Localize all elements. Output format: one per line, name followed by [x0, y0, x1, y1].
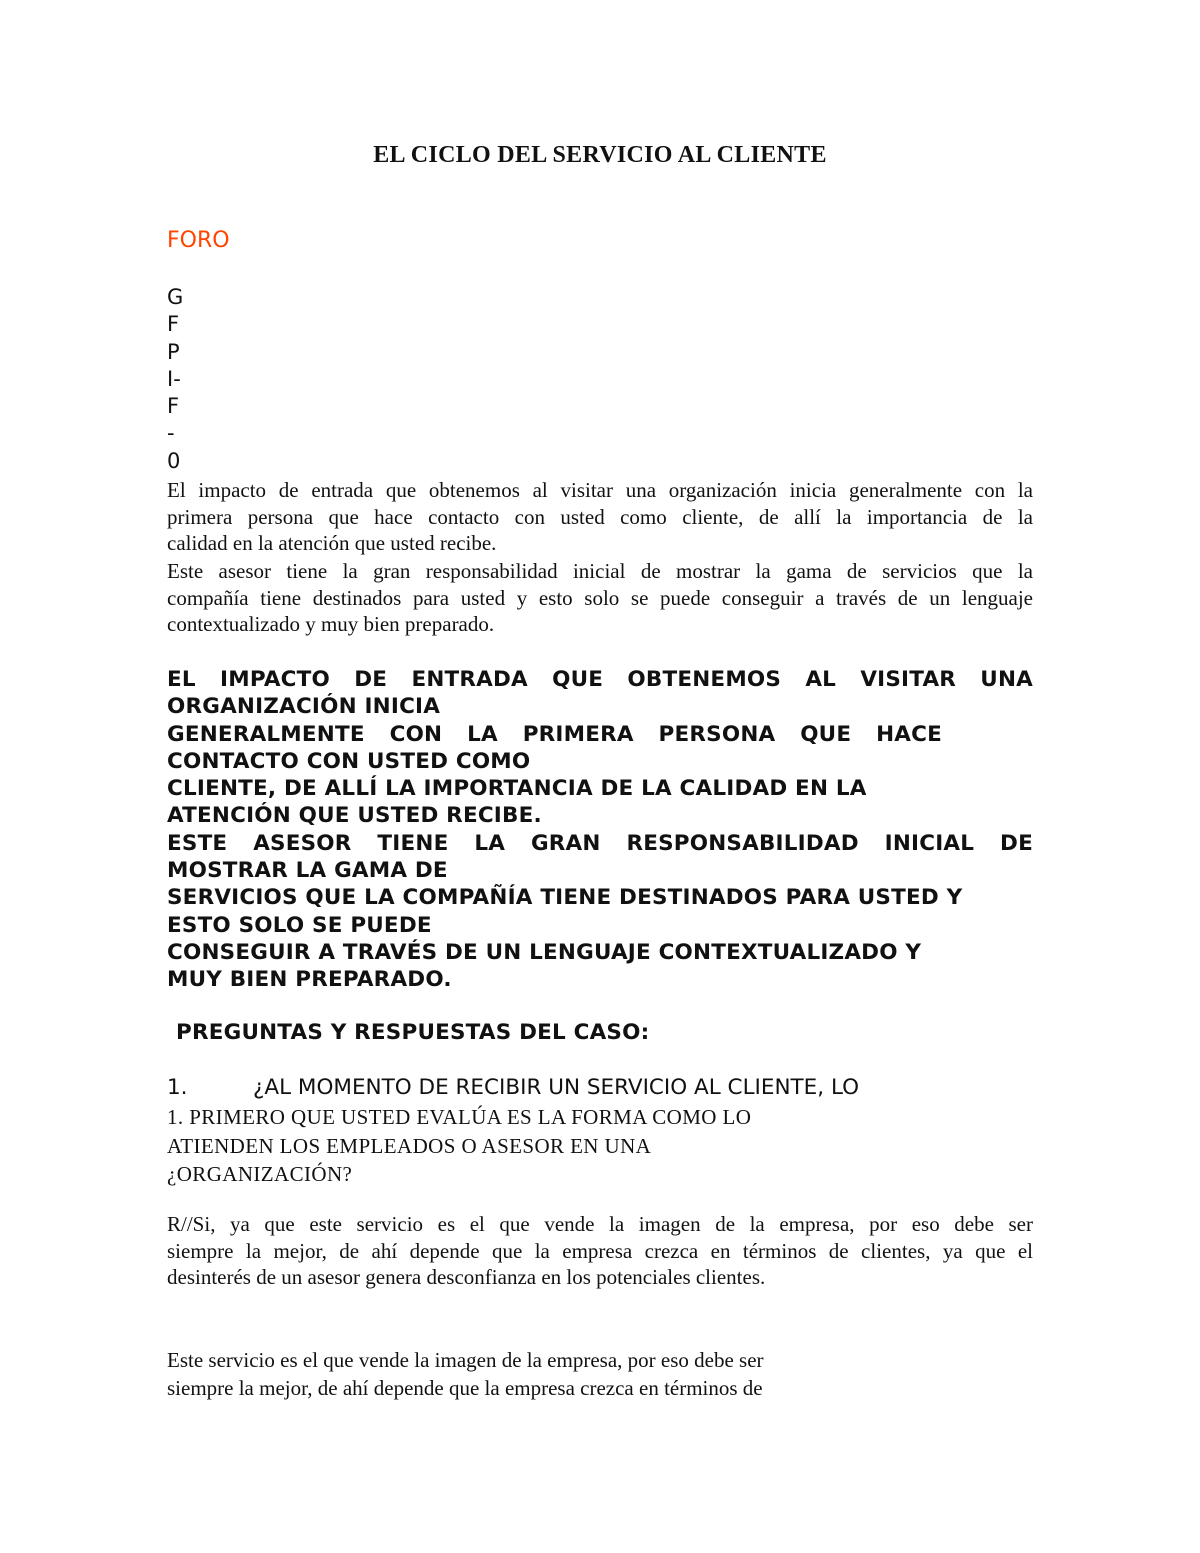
caps-line: CONTACTO CON USTED COMO	[167, 748, 531, 774]
questions-subheading: PREGUNTAS Y RESPUESTAS DEL CASO:	[176, 1020, 650, 1045]
paragraph-line: calidad en la atención que usted recibe.	[167, 531, 497, 556]
question-1-continuation	[167, 1103, 751, 1189]
paragraph-line: Este asesor tiene la gran responsabilidad inicial de mostrar la gama de servicios que la	[167, 559, 1033, 583]
caps-line: ATENCIÓN QUE USTED RECIBE.	[167, 803, 542, 829]
vertical-letter: F	[167, 312, 180, 337]
paragraph-line: compañía tiene destinados para usted y esto solo se puede conseguir a través de un lenguaje	[167, 585, 1033, 610]
answer-line: R//Si, ya que este servicio es el que vende la imagen de la empresa, por eso debe ser	[167, 1212, 1033, 1236]
vertical-letter-list	[167, 284, 183, 475]
caps-line: ESTE ASESOR TIENE LA GRAN RESPONSABILIDAD INICIAL DE	[167, 830, 1033, 856]
caps-line: GENERALMENTE CON LA PRIMERA PERSONA QUE HACE	[167, 721, 942, 747]
caps-line: CONSEGUIR A TRAVÉS DE UN LENGUAJE CONTEXTUALIZADO Y	[167, 939, 922, 965]
document-title: EL CICLO DEL SERVICIO AL CLIENTE	[373, 142, 827, 168]
caps-line: CLIENTE, DE ALLÍ LA IMPORTANCIA DE LA CALIDAD EN LA	[167, 776, 867, 802]
intro-paragraph-1	[167, 477, 1033, 557]
vertical-letter: -	[167, 421, 175, 446]
question-line: ATIENDEN LOS EMPLEADOS O ASESOR EN UNA	[167, 1133, 652, 1158]
vertical-letter: G	[167, 285, 184, 309]
closing-paragraph	[167, 1347, 764, 1402]
question-1-first-line	[167, 1075, 859, 1100]
closing-line: siempre la mejor, de ahí depende que la empresa crezca en términos de	[167, 1375, 763, 1400]
intro-paragraph-2	[167, 558, 1033, 638]
closing-line: Este servicio es el que vende la imagen de la empresa, por eso debe ser	[167, 1348, 764, 1372]
uppercase-summary-block	[167, 666, 1033, 994]
caps-line: SERVICIOS QUE LA COMPAÑÍA TIENE DESTINADOS PARA USTED Y	[167, 885, 963, 911]
paragraph-line: primera persona que hace contacto con usted como cliente, de allí la importancia de la	[167, 504, 1033, 529]
caps-line: EL IMPACTO DE ENTRADA QUE OBTENEMOS AL VISITAR UNA	[167, 667, 1033, 692]
question-line: 1. PRIMERO QUE USTED EVALÚA ES LA FORMA COMO LO	[167, 1105, 752, 1129]
caps-line: MOSTRAR LA GAMA DE	[167, 858, 448, 884]
answer-line: siempre la mejor, de ahí depende que la empresa crezca en términos de clientes, ya que el	[167, 1238, 1033, 1263]
question-text: ¿AL MOMENTO DE RECIBIR UN SERVICIO AL CLIENTE, LO	[253, 1075, 860, 1100]
paragraph-line: contextualizado y muy bien preparado.	[167, 612, 495, 637]
vertical-letter: F	[167, 394, 180, 419]
caps-line: ORGANIZACIÓN INICIA	[167, 694, 441, 720]
section-label-foro: FORO	[167, 228, 230, 253]
question-number: 1.	[167, 1075, 188, 1100]
caps-line: MUY BIEN PREPARADO.	[167, 967, 452, 993]
answer-line: desinterés de un asesor genera desconfianza en los potenciales clientes.	[167, 1265, 766, 1290]
vertical-letter: 0	[167, 448, 181, 473]
paragraph-line: El impacto de entrada que obtenemos al visitar una organización inicia generalmente con la	[167, 478, 1033, 502]
vertical-letter: I-	[167, 366, 181, 391]
caps-line: ESTO SOLO SE PUEDE	[167, 912, 432, 938]
answer-paragraph	[167, 1211, 1033, 1291]
vertical-letter: P	[167, 339, 180, 364]
question-line: ¿ORGANIZACIÓN?	[167, 1162, 353, 1186]
